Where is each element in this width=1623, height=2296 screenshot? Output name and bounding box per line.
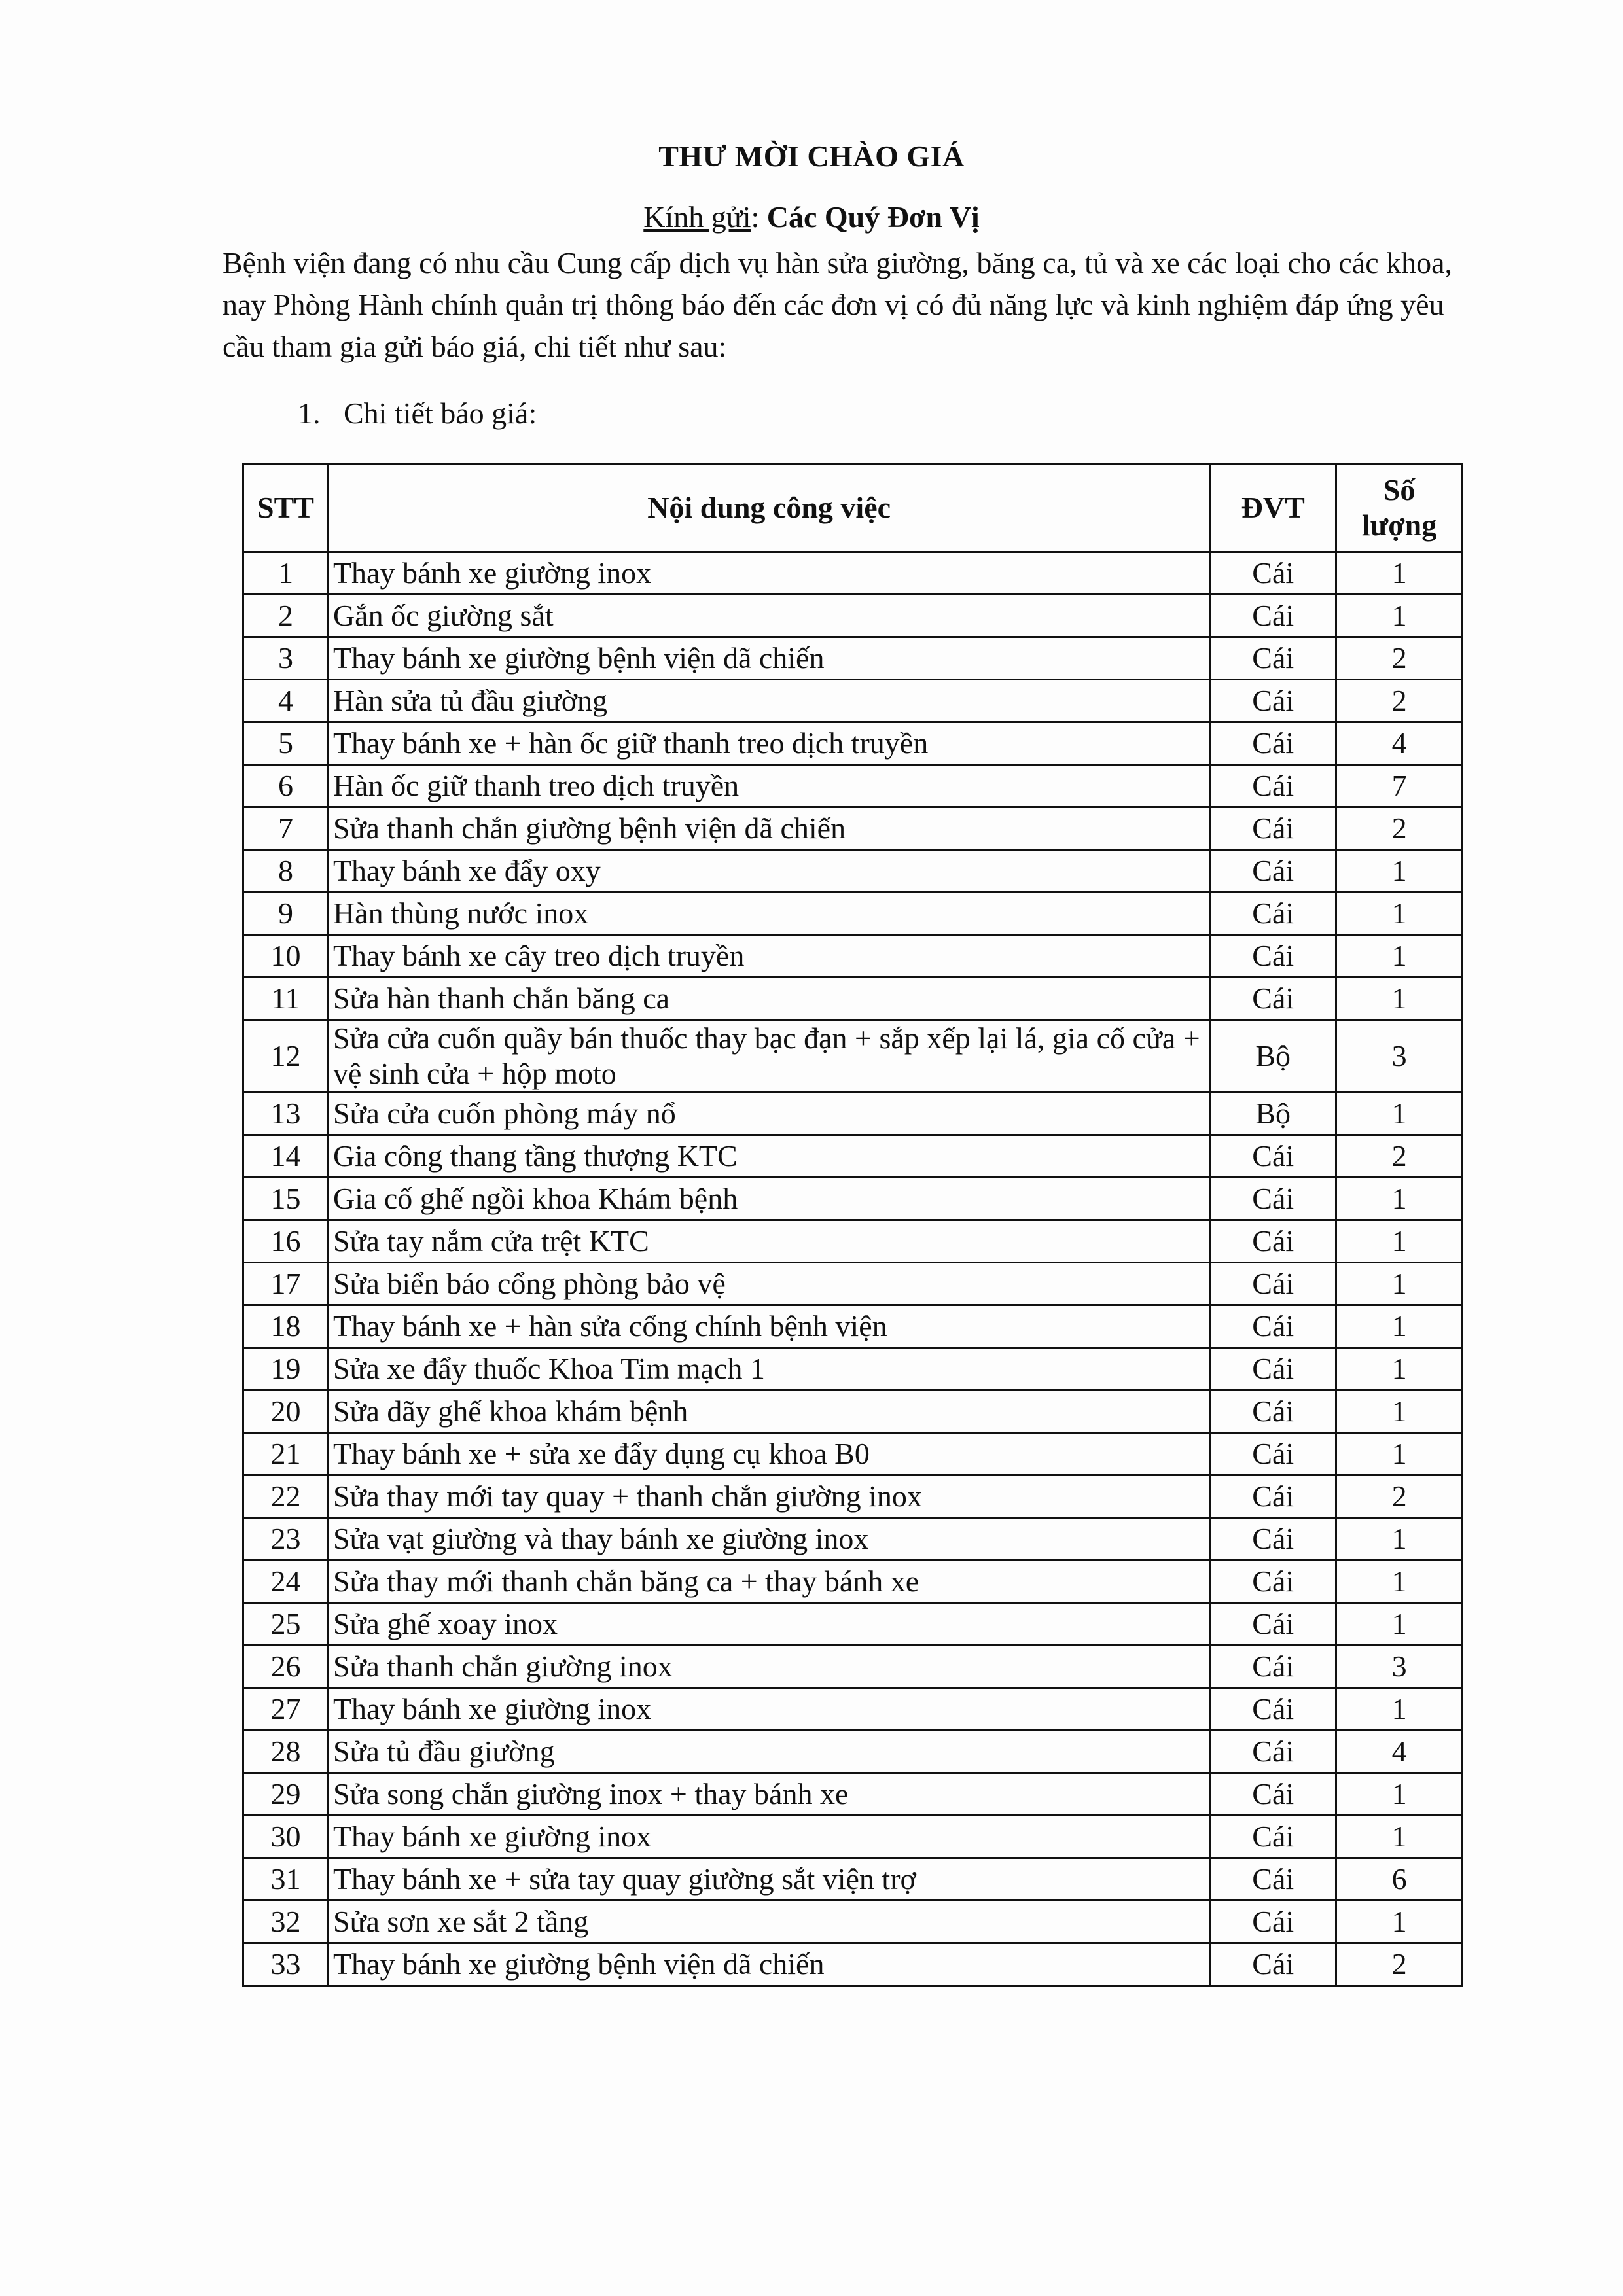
row-quantity: 1 <box>1336 935 1463 978</box>
row-stt: 7 <box>243 807 329 850</box>
greeting-label: Kính gửi <box>643 200 751 234</box>
row-description: Thay bánh xe giường bệnh viện dã chiến <box>328 637 1209 680</box>
row-stt: 17 <box>243 1263 329 1305</box>
row-quantity: 1 <box>1336 1773 1463 1816</box>
header-quantity-line1: Số <box>1383 473 1416 506</box>
row-description: Thay bánh xe giường inox <box>328 1688 1209 1731</box>
table-row <box>243 807 1463 850</box>
section-title: Chi tiết báo giá: <box>344 397 537 430</box>
header-description: Nội dung công việc <box>328 464 1209 552</box>
table-row <box>243 1688 1463 1731</box>
row-description: Sửa sơn xe sắt 2 tầng <box>328 1901 1209 1943</box>
row-stt: 33 <box>243 1943 329 1986</box>
row-description: Thay bánh xe + sửa xe đẩy dụng cụ khoa B0 <box>328 1433 1209 1475</box>
row-description: Hàn thùng nước inox <box>328 892 1209 935</box>
table-row <box>243 1093 1463 1135</box>
table-row <box>243 1475 1463 1518</box>
row-unit: Cái <box>1210 1773 1336 1816</box>
row-unit: Cái <box>1210 1603 1336 1646</box>
section-number: 1. <box>298 397 321 430</box>
row-description: Sửa song chắn giường inox + thay bánh xe <box>328 1773 1209 1816</box>
table-row <box>243 892 1463 935</box>
row-description: Sửa thanh chắn giường bệnh viện dã chiến <box>328 807 1209 850</box>
row-description: Sửa dãy ghế khoa khám bệnh <box>328 1390 1209 1433</box>
row-quantity: 2 <box>1336 1475 1463 1518</box>
document-title: THƯ MỜI CHÀO GIÁ <box>658 139 965 173</box>
row-description: Sửa biển báo cổng phòng bảo vệ <box>328 1263 1209 1305</box>
row-description: Sửa tay nắm cửa trệt KTC <box>328 1220 1209 1263</box>
row-unit: Cái <box>1210 1858 1336 1901</box>
row-quantity: 1 <box>1336 595 1463 637</box>
row-quantity: 1 <box>1336 552 1463 595</box>
row-description: Sửa thay mới tay quay + thanh chắn giường inox <box>328 1475 1209 1518</box>
header-stt: STT <box>243 464 329 552</box>
row-quantity: 1 <box>1336 1603 1463 1646</box>
row-description: Sửa tủ đầu giường <box>328 1731 1209 1773</box>
row-stt: 2 <box>243 595 329 637</box>
row-stt: 1 <box>243 552 329 595</box>
row-stt: 4 <box>243 680 329 722</box>
row-stt: 18 <box>243 1305 329 1348</box>
row-stt: 29 <box>243 1773 329 1816</box>
table-row <box>243 935 1463 978</box>
table-row <box>243 978 1463 1020</box>
row-stt: 26 <box>243 1646 329 1688</box>
row-description: Sửa cửa cuốn quầy bán thuốc thay bạc đạn + sắp xếp lại lá, gia cố cửa + vệ sinh cửa + hộp moto <box>328 1020 1209 1093</box>
table-row <box>243 680 1463 722</box>
row-stt: 13 <box>243 1093 329 1135</box>
greeting-separator: : <box>751 200 767 234</box>
row-description: Sửa vạt giường và thay bánh xe giường inox <box>328 1518 1209 1561</box>
table-row <box>243 1390 1463 1433</box>
row-stt: 27 <box>243 1688 329 1731</box>
row-stt: 28 <box>243 1731 329 1773</box>
header-quantity <box>1336 464 1463 552</box>
row-unit: Cái <box>1210 1390 1336 1433</box>
table-row <box>243 765 1463 807</box>
header-quantity-line2: lượng <box>1361 508 1437 542</box>
table-row <box>243 1178 1463 1220</box>
row-quantity: 7 <box>1336 765 1463 807</box>
row-stt: 11 <box>243 978 329 1020</box>
table-row <box>243 1518 1463 1561</box>
row-unit: Cái <box>1210 1518 1336 1561</box>
row-unit: Cái <box>1210 637 1336 680</box>
table-header-row <box>243 464 1463 552</box>
row-description: Hàn sửa tủ đầu giường <box>328 680 1209 722</box>
row-unit: Bộ <box>1210 1020 1336 1093</box>
row-unit: Cái <box>1210 1561 1336 1603</box>
row-quantity: 2 <box>1336 1135 1463 1178</box>
row-unit: Cái <box>1210 1220 1336 1263</box>
row-unit: Cái <box>1210 1901 1336 1943</box>
row-stt: 8 <box>243 850 329 892</box>
row-unit: Cái <box>1210 552 1336 595</box>
table-row <box>243 1603 1463 1646</box>
row-quantity: 1 <box>1336 850 1463 892</box>
row-stt: 3 <box>243 637 329 680</box>
row-quantity: 1 <box>1336 1433 1463 1475</box>
row-unit: Cái <box>1210 1475 1336 1518</box>
row-quantity: 1 <box>1336 1348 1463 1390</box>
row-quantity: 1 <box>1336 1518 1463 1561</box>
table-row <box>243 1561 1463 1603</box>
row-stt: 25 <box>243 1603 329 1646</box>
row-quantity: 3 <box>1336 1646 1463 1688</box>
row-quantity: 4 <box>1336 722 1463 765</box>
row-quantity: 1 <box>1336 978 1463 1020</box>
table-row <box>243 1901 1463 1943</box>
row-stt: 32 <box>243 1901 329 1943</box>
row-unit: Cái <box>1210 1731 1336 1773</box>
row-quantity: 6 <box>1336 1858 1463 1901</box>
row-unit: Cái <box>1210 680 1336 722</box>
row-unit: Cái <box>1210 1348 1336 1390</box>
row-description: Thay bánh xe + hàn sửa cổng chính bệnh viện <box>328 1305 1209 1348</box>
row-stt: 14 <box>243 1135 329 1178</box>
row-quantity: 1 <box>1336 1901 1463 1943</box>
row-stt: 5 <box>243 722 329 765</box>
intro-paragraph: Bệnh viện đang có nhu cầu Cung cấp dịch vụ hàn sửa giường, băng ca, tủ và xe các loại cho các khoa, nay Phòng Hành chính quản trị thông báo đến các đơn vị có đủ năng lực và kinh nghiệm đáp ứng yêu cầu tham gia gửi báo giá, chi tiết như sau: <box>223 246 1453 363</box>
row-unit: Cái <box>1210 1943 1336 1986</box>
row-quantity: 2 <box>1336 637 1463 680</box>
row-unit: Cái <box>1210 1178 1336 1220</box>
row-quantity: 1 <box>1336 1390 1463 1433</box>
row-stt: 16 <box>243 1220 329 1263</box>
table-row <box>243 850 1463 892</box>
row-quantity: 1 <box>1336 892 1463 935</box>
row-unit: Bộ <box>1210 1093 1336 1135</box>
row-description: Thay bánh xe đẩy oxy <box>328 850 1209 892</box>
table-row <box>243 1020 1463 1093</box>
table-row <box>243 722 1463 765</box>
row-quantity: 1 <box>1336 1178 1463 1220</box>
greeting-recipient: Các Quý Đơn Vị <box>766 200 980 234</box>
table-row <box>243 1433 1463 1475</box>
row-unit: Cái <box>1210 892 1336 935</box>
row-quantity: 3 <box>1336 1020 1463 1093</box>
row-unit: Cái <box>1210 1135 1336 1178</box>
table-row <box>243 595 1463 637</box>
row-quantity: 1 <box>1336 1561 1463 1603</box>
row-description: Sửa thanh chắn giường inox <box>328 1646 1209 1688</box>
row-quantity: 1 <box>1336 1093 1463 1135</box>
row-unit: Cái <box>1210 595 1336 637</box>
table-row <box>243 637 1463 680</box>
table-row <box>243 552 1463 595</box>
row-stt: 19 <box>243 1348 329 1390</box>
row-description: Thay bánh xe giường inox <box>328 552 1209 595</box>
greeting-line <box>0 200 1623 234</box>
table-row <box>243 1220 1463 1263</box>
row-quantity: 1 <box>1336 1220 1463 1263</box>
row-unit: Cái <box>1210 935 1336 978</box>
row-quantity: 1 <box>1336 1688 1463 1731</box>
quote-table <box>242 463 1463 1987</box>
row-description: Sửa ghế xoay inox <box>328 1603 1209 1646</box>
row-quantity: 2 <box>1336 1943 1463 1986</box>
row-description: Gắn ốc giường sắt <box>328 595 1209 637</box>
row-stt: 15 <box>243 1178 329 1220</box>
row-description: Sửa thay mới thanh chắn băng ca + thay bánh xe <box>328 1561 1209 1603</box>
table-row <box>243 1773 1463 1816</box>
row-unit: Cái <box>1210 1433 1336 1475</box>
table-row <box>243 1646 1463 1688</box>
row-unit: Cái <box>1210 765 1336 807</box>
row-description: Thay bánh xe giường inox <box>328 1816 1209 1858</box>
table-row <box>243 1731 1463 1773</box>
row-quantity: 2 <box>1336 680 1463 722</box>
row-stt: 23 <box>243 1518 329 1561</box>
table-body <box>243 552 1463 1986</box>
row-stt: 9 <box>243 892 329 935</box>
row-stt: 10 <box>243 935 329 978</box>
section-heading <box>298 396 537 431</box>
row-unit: Cái <box>1210 1688 1336 1731</box>
row-description: Gia cố ghế ngồi khoa Khám bệnh <box>328 1178 1209 1220</box>
table-row <box>243 1348 1463 1390</box>
row-stt: 31 <box>243 1858 329 1901</box>
header-unit: ĐVT <box>1210 464 1336 552</box>
row-quantity: 1 <box>1336 1263 1463 1305</box>
row-description: Sửa hàn thanh chắn băng ca <box>328 978 1209 1020</box>
row-stt: 30 <box>243 1816 329 1858</box>
row-quantity: 1 <box>1336 1816 1463 1858</box>
row-stt: 20 <box>243 1390 329 1433</box>
row-description: Hàn ốc giữ thanh treo dịch truyền <box>328 765 1209 807</box>
table-row <box>243 1858 1463 1901</box>
table-row <box>243 1943 1463 1986</box>
table-row <box>243 1305 1463 1348</box>
row-description: Sửa xe đẩy thuốc Khoa Tim mạch 1 <box>328 1348 1209 1390</box>
row-description: Thay bánh xe + hàn ốc giữ thanh treo dịch truyền <box>328 722 1209 765</box>
row-unit: Cái <box>1210 978 1336 1020</box>
row-quantity: 4 <box>1336 1731 1463 1773</box>
row-unit: Cái <box>1210 850 1336 892</box>
row-quantity: 1 <box>1336 1305 1463 1348</box>
row-unit: Cái <box>1210 1816 1336 1858</box>
row-stt: 12 <box>243 1020 329 1093</box>
row-unit: Cái <box>1210 1305 1336 1348</box>
table-row <box>243 1263 1463 1305</box>
row-stt: 24 <box>243 1561 329 1603</box>
row-description: Thay bánh xe cây treo dịch truyền <box>328 935 1209 978</box>
table-row <box>243 1135 1463 1178</box>
row-unit: Cái <box>1210 807 1336 850</box>
row-unit: Cái <box>1210 1646 1336 1688</box>
row-unit: Cái <box>1210 1263 1336 1305</box>
row-description: Thay bánh xe + sửa tay quay giường sắt viện trợ <box>328 1858 1209 1901</box>
row-stt: 21 <box>243 1433 329 1475</box>
row-stt: 22 <box>243 1475 329 1518</box>
row-description: Gia công thang tầng thượng KTC <box>328 1135 1209 1178</box>
row-unit: Cái <box>1210 722 1336 765</box>
row-quantity: 2 <box>1336 807 1463 850</box>
row-description: Thay bánh xe giường bệnh viện dã chiến <box>328 1943 1209 1986</box>
table-row <box>243 1816 1463 1858</box>
row-description: Sửa cửa cuốn phòng máy nổ <box>328 1093 1209 1135</box>
row-stt: 6 <box>243 765 329 807</box>
